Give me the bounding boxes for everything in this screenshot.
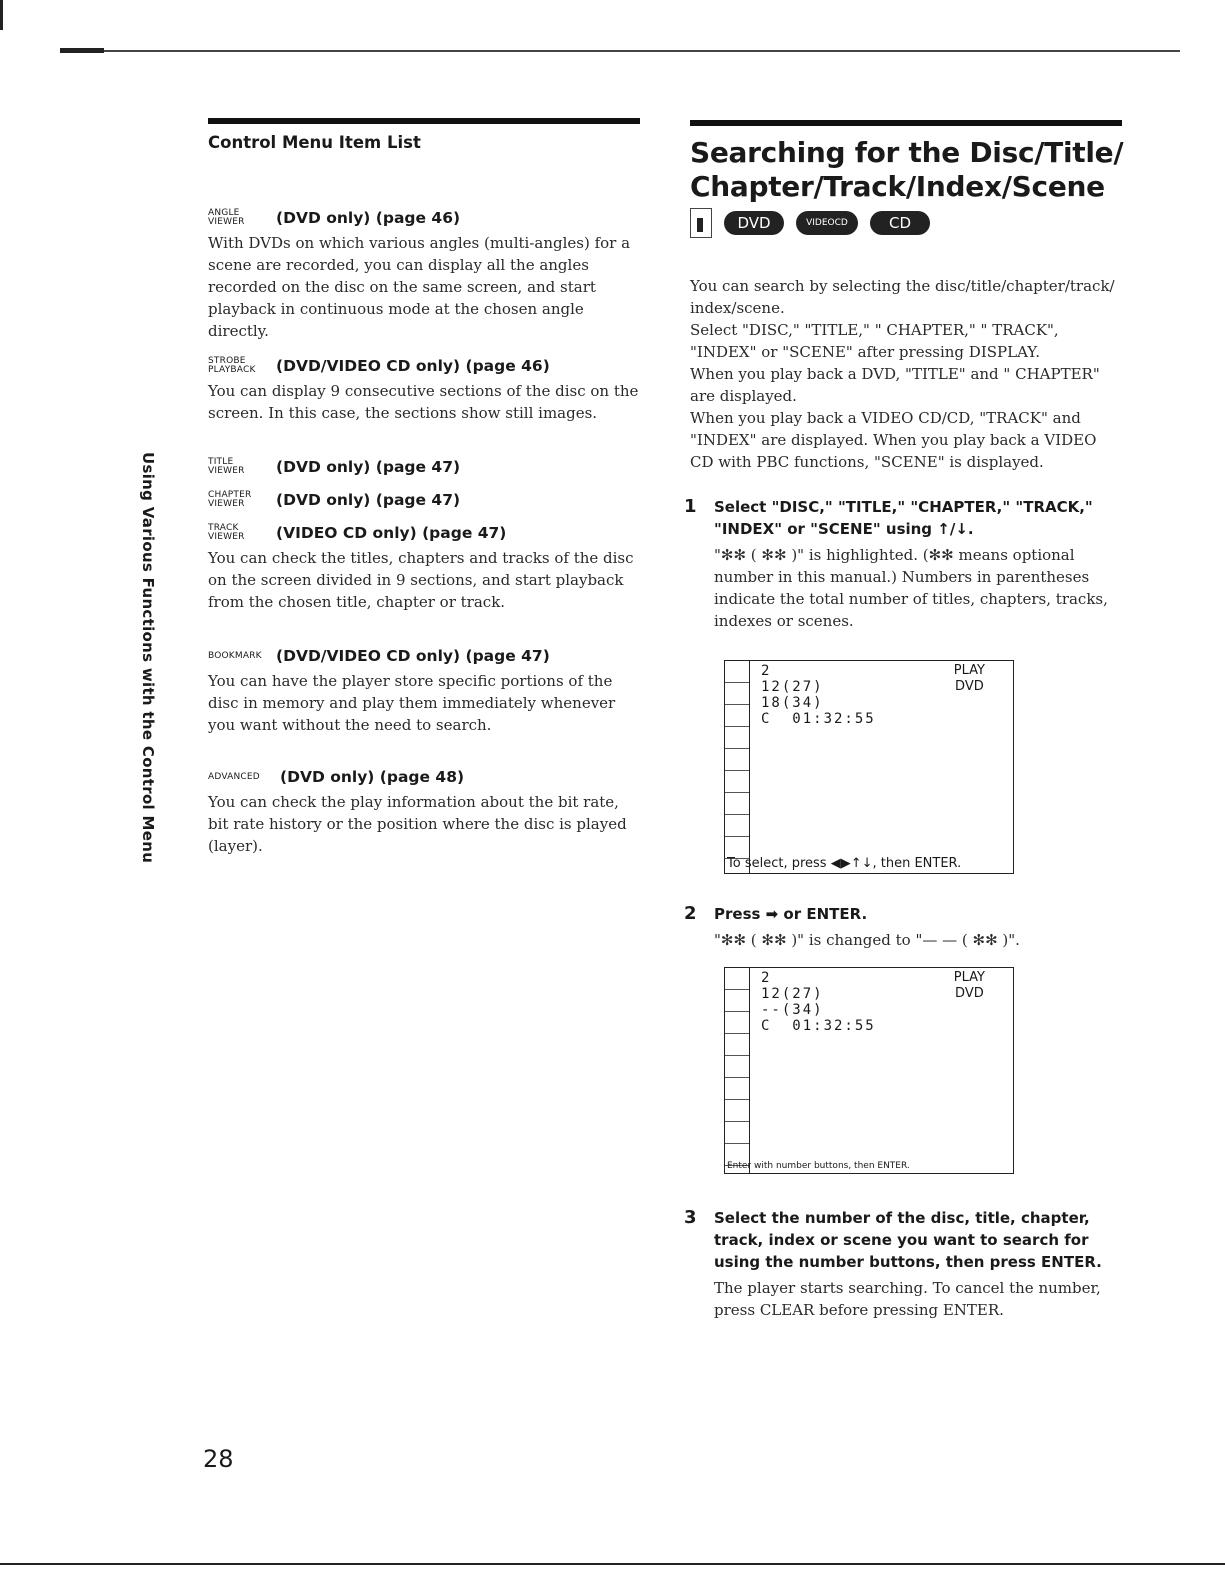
cd-badge: CD (870, 211, 930, 235)
item-title: (DVD/VIDEO CD only) (page 46) (276, 357, 550, 375)
top-rule (60, 50, 1180, 52)
menu-item-angle-viewer (208, 206, 640, 342)
video-cd-badge: VIDEO CD (796, 211, 858, 235)
step-description: "✻✻ ( ✻✻ )" is highlighted. (✻✻ means optional number in this manual.) Numbers in parentheses indicate the total number of titles, chapters, tracks, indexes or scenes. (714, 546, 1108, 630)
section-title: Control Menu Item List (208, 133, 421, 152)
osd-screen-2 (724, 967, 1014, 1174)
section-rule (208, 118, 640, 124)
screen-footer: Enter with number buttons, then ENTER. (727, 1161, 910, 1171)
intro-text: You can search by selecting the disc/title/chapter/track/ index/scene. Select "DISC," "TITLE," " CHAPTER," " TRACK", "INDEX" or "SCENE" after pressing DISPLAY. When you play back a DVD, "TITLE" and " CHAPTER" are displayed. When you play back a VIDEO CD/CD, "TRACK" and "INDEX" are displayed. When you play back a VIDEO CD with PBC functions, "SCENE" is displayed. (690, 277, 1115, 471)
step-number: 3 (684, 1207, 697, 1228)
step-description: The player starts searching. To cancel the number, press CLEAR before pressing ENTER. (714, 1279, 1101, 1319)
title-viewer-icon: TITLE VIEWER (208, 457, 245, 476)
strobe-playback-icon: STROBE PLAYBACK (208, 356, 256, 375)
item-description: You can have the player store specific portions of the disc in memory and play them immediately whenever you want without the need to search. (208, 672, 616, 734)
item-title: (VIDEO CD only) (page 47) (276, 524, 507, 542)
menu-item-track-viewer (208, 521, 640, 613)
screen-values: 2 12(27) 18(34) C 01:32:55 (761, 663, 876, 727)
top-rule-accent (60, 48, 104, 53)
step-number: 2 (684, 903, 697, 924)
page-title: Searching for the Disc/Title/ Chapter/Track/Index/Scene (690, 136, 1124, 203)
step-instruction: Press ➡ or ENTER. (714, 905, 868, 923)
menu-item-strobe-playback (208, 354, 640, 424)
footer-rule (0, 1563, 1225, 1565)
page-number: 28 (203, 1445, 234, 1473)
item-title: (DVD only) (page 47) (276, 458, 461, 476)
menu-item-title-viewer (208, 455, 640, 479)
item-description: You can check the titles, chapters and tracks of the disc on the screen divided in 9 sections, and start playback from the chosen title, chapter or track. (208, 549, 634, 611)
remote-control-icon (690, 208, 712, 238)
advanced-icon: ADVANCED (208, 771, 260, 782)
left-column-header (208, 118, 642, 152)
item-title: (DVD only) (page 48) (280, 768, 465, 786)
screen-status: PLAY DVD (953, 970, 985, 1001)
menu-item-advanced (208, 765, 640, 857)
angle-viewer-icon: ANGLE VIEWER (208, 208, 245, 227)
track-viewer-icon: TRACK VIEWER (208, 523, 245, 542)
dvd-badge: DVD (724, 211, 784, 235)
step-3 (684, 1207, 1116, 1321)
right-column-header (690, 120, 1122, 238)
step-instruction: Select "DISC," "TITLE," "CHAPTER," "TRACK," "INDEX" or "SCENE" using ↑/↓. (714, 498, 1093, 538)
step-description: "✻✻ ( ✻✻ )" is changed to "— — ( ✻✻ )". (714, 931, 1020, 949)
menu-item-bookmark (208, 644, 640, 736)
disc-badges (690, 208, 1122, 238)
item-title: (DVD only) (page 47) (276, 491, 461, 509)
screen-values: 2 12(27) --(34) C 01:32:55 (761, 970, 876, 1034)
step-1 (684, 496, 1116, 632)
step-2 (684, 903, 1116, 951)
item-description: You can display 9 consecutive sections of the disc on the screen. In this case, the sections show still images. (208, 382, 639, 422)
bookmark-icon: BOOKMARK (208, 650, 262, 661)
menu-item-chapter-viewer (208, 488, 640, 512)
step-instruction: Select the number of the disc, title, chapter, track, index or scene you want to search for using the number buttons, then press ENTER. (714, 1209, 1102, 1271)
page-edge-mark (0, 0, 3, 30)
chapter-viewer-icon: CHAPTER VIEWER (208, 490, 252, 509)
side-tab-label: Using Various Functions with the Control Menu (139, 452, 157, 864)
screen-footer: To select, press ◀▶↑↓, then ENTER. (727, 856, 962, 871)
item-description: With DVDs on which various angles (multi-angles) for a scene are recorded, you can display all the angles recorded on the disc on the same screen, and start playback in continuous mode at the chosen angle directly. (208, 234, 631, 340)
item-title: (DVD/VIDEO CD only) (page 47) (276, 647, 550, 665)
item-description: You can check the play information about the bit rate, bit rate history or the position where the disc is played (layer). (208, 793, 627, 855)
title-rule (690, 120, 1122, 126)
side-tab (138, 443, 158, 873)
control-menu-column (725, 661, 750, 873)
control-menu-column (725, 968, 750, 1173)
step-number: 1 (684, 496, 697, 517)
item-title: (DVD only) (page 46) (276, 209, 461, 227)
screen-status: PLAY DVD (953, 663, 985, 694)
osd-screen-1 (724, 660, 1014, 874)
